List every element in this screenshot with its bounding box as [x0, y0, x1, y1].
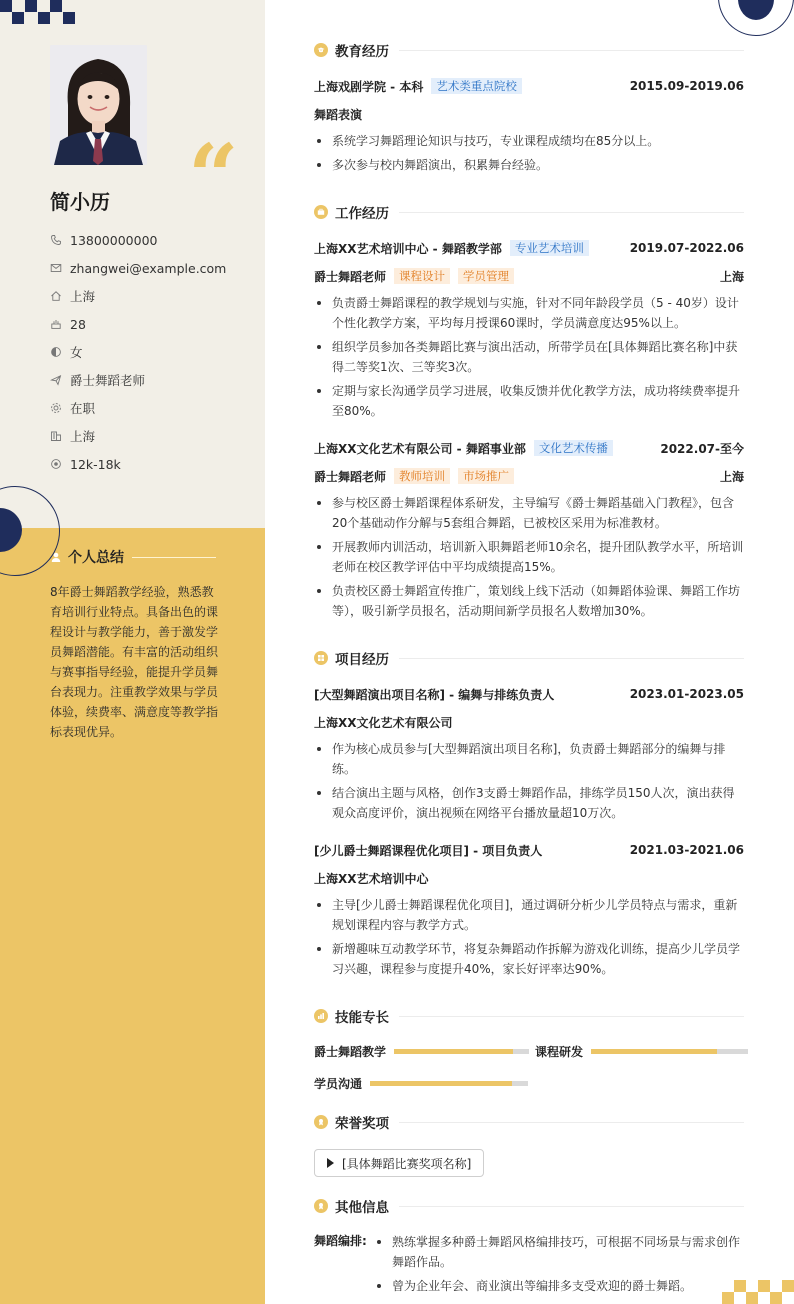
info-location [50, 282, 226, 310]
skill-bar [394, 1049, 529, 1054]
skill-name: 爵士舞蹈教学 [314, 1044, 387, 1059]
job-role: 爵士舞蹈老师 [314, 469, 387, 484]
section-work-heading [314, 202, 744, 222]
location-value: 上海 [70, 289, 96, 304]
project-date: 2021.03-2021.06 [629, 843, 744, 857]
work-title: 工作经历 [335, 206, 389, 222]
list-item: 负责爵士舞蹈课程的教学规划与实施，针对不同年龄段学员（5 - 40岁）设计个性化教学方案，平均每月授课60课时，学员满意度达95%以上。 [314, 293, 744, 333]
job-2-bullets [314, 493, 744, 625]
role-tag: 教师培训 [394, 468, 450, 484]
age-icon [50, 318, 62, 330]
award-icon [314, 1115, 328, 1129]
major-name: 舞蹈表演 [314, 107, 363, 122]
section-skills-heading [314, 1006, 744, 1026]
summary-text: 8年爵士舞蹈教学经验，熟悉教育培训行业特点。具备出色的课程设计与教学能力，善于激发学员舞蹈潜能。有丰富的活动组织与赛事指导经验，能提升学员舞台表现力。注重教学效果与学员体验，续费率、满意度等教学指标表现优异。 [50, 585, 219, 739]
mail-icon [50, 262, 62, 274]
awards-title: 荣誉奖项 [335, 1116, 389, 1132]
job-1-company-row [314, 239, 744, 257]
company-tag: 文化艺术传播 [534, 440, 613, 456]
contact-info-list [50, 226, 226, 478]
info-age [50, 310, 226, 338]
section-divider [399, 50, 744, 51]
skills-title: 技能专长 [335, 1010, 389, 1026]
skill-bar-fill [394, 1049, 513, 1054]
skill-icon [314, 1009, 328, 1023]
skill-name: 学员沟通 [314, 1076, 363, 1091]
skill-bar-fill [370, 1081, 512, 1086]
skill-name: 课程研发 [535, 1044, 584, 1059]
project-name: [少儿爵士舞蹈课程优化项目] - 项目负责人 [314, 843, 543, 858]
section-awards-heading [314, 1112, 744, 1132]
summary-title: 个人总结 [68, 550, 124, 566]
info-gender [50, 338, 226, 366]
info-email [50, 254, 226, 282]
status-value: 在职 [70, 401, 96, 416]
sidebar [0, 0, 265, 1304]
job-1-bullets [314, 293, 744, 425]
phone-icon [50, 234, 62, 246]
info-salary [50, 450, 226, 478]
list-item: 熟练掌握多种爵士舞蹈风格编排技巧，可根据不同场景与需求创作舞蹈作品。 [374, 1232, 744, 1272]
city-icon [50, 430, 62, 442]
role-tag: 课程设计 [394, 268, 450, 284]
city-value: 上海 [70, 429, 96, 444]
project-1-org-row [314, 713, 744, 731]
info-job [50, 366, 226, 394]
project-2-org-row [314, 869, 744, 887]
job-1-role-row [314, 267, 744, 285]
list-item: 主导[少儿爵士舞蹈课程优化项目]，通过调研分析少儿学员特点与需求，重新规划课程内容与教学方式。 [314, 895, 744, 935]
school-name: 上海戏剧学院 - 本科 [314, 79, 424, 94]
project-1-bullets [314, 739, 744, 827]
school-tag: 艺术类重点院校 [431, 78, 522, 94]
project-date: 2023.01-2023.05 [629, 687, 744, 701]
job-date: 2019.07-2022.06 [629, 241, 744, 255]
home-icon [50, 290, 62, 302]
job-2-company-row [314, 439, 744, 457]
section-divider [399, 1016, 744, 1017]
skill-item [535, 1043, 748, 1059]
job-company: 上海XX文化艺术有限公司 - 舞蹈事业部 [314, 441, 526, 456]
list-item: 新增趣味互动教学环节，将复杂舞蹈动作拆解为游戏化训练，提高少儿学员学习兴趣，课程参与度提升40%，家长好评率达90%。 [314, 939, 744, 979]
other-bullets [374, 1232, 744, 1300]
job-city: 上海 [719, 269, 744, 284]
award-name: [具体舞蹈比赛奖项名称] [342, 1156, 472, 1171]
section-divider [399, 1122, 744, 1123]
section-other-heading [314, 1196, 744, 1216]
age-value: 28 [70, 316, 86, 332]
job-company: 上海XX艺术培训中心 - 舞蹈教学部 [314, 241, 502, 256]
list-item: 结合演出主题与风格，创作3支爵士舞蹈作品，排练学员150人次，演出获得观众高度评价，演出视频在网络平台播放量超10万次。 [314, 783, 744, 823]
summary-heading [50, 547, 216, 567]
job-role: 爵士舞蹈老师 [314, 269, 387, 284]
info-icon [314, 1199, 328, 1213]
skill-bar-fill [591, 1049, 717, 1054]
job-value: 爵士舞蹈老师 [70, 373, 146, 388]
email-value: zhangwei@example.com [70, 260, 227, 276]
info-city [50, 422, 226, 450]
project-1-row [314, 685, 744, 703]
salary-icon [50, 458, 62, 470]
project-org: 上海XX文化艺术有限公司 [314, 715, 453, 730]
company-tag: 专业艺术培训 [510, 240, 589, 256]
play-icon [327, 1158, 334, 1168]
skill-item [314, 1075, 528, 1091]
projects-title: 项目经历 [335, 652, 389, 668]
project-name: [大型舞蹈演出项目名称] - 编舞与排练负责人 [314, 687, 555, 702]
job-2-role-row [314, 467, 744, 485]
list-item: 开展教师内训活动，培训新入职舞蹈老师10余名，提升团队教学水平，所培训老师在校区教学评估中平均成绩提高15%。 [314, 537, 744, 577]
summary-divider [132, 557, 216, 558]
phone-value: 13800000000 [70, 232, 158, 248]
education-title: 教育经历 [335, 44, 389, 60]
job-date: 2022.07-至今 [660, 441, 744, 456]
education-school-row [314, 77, 744, 95]
list-item: 参与校区爵士舞蹈课程体系研发，主导编写《爵士舞蹈基础入门教程》，包含20个基础动作分解与5套组合舞蹈，已被校区采用为标准教材。 [314, 493, 744, 533]
skill-item [314, 1043, 529, 1059]
salary-value: 12k-18k [70, 456, 121, 472]
project-2-bullets [314, 895, 744, 983]
list-item: 负责校区爵士舞蹈宣传推广，策划线上线下活动（如舞蹈体验课、舞蹈工作坊等），吸引新学员报名，活动期间新学员报名人数增加30%。 [314, 581, 744, 621]
briefcase-icon [314, 205, 328, 219]
skill-bar [591, 1049, 748, 1054]
list-item: 曾为企业年会、商业演出等编排多支受欢迎的爵士舞蹈。 [374, 1276, 744, 1296]
other-title: 其他信息 [335, 1200, 389, 1216]
skill-bar [370, 1081, 528, 1086]
gender-icon [50, 346, 62, 358]
status-icon [50, 402, 62, 414]
section-projects-heading [314, 648, 744, 668]
profile-name: 简小历 [50, 190, 110, 214]
list-item: 系统学习舞蹈理论知识与技巧，专业课程成绩均在85分以上。 [314, 131, 744, 151]
job-city: 上海 [719, 469, 744, 484]
section-divider [399, 1206, 744, 1207]
education-bullets [314, 131, 744, 179]
project-icon [314, 651, 328, 665]
list-item: 组织学员参加各类舞蹈比赛与演出活动，所带学员在[具体舞蹈比赛名称]中获得二等奖1次、三等奖3次。 [314, 337, 744, 377]
project-2-row [314, 841, 744, 859]
education-date: 2015.09-2019.06 [629, 79, 744, 93]
project-org: 上海XX艺术培训中心 [314, 871, 429, 886]
avatar-photo [50, 45, 147, 165]
education-major-row [314, 105, 744, 123]
job-icon [50, 374, 62, 386]
gender-value: 女 [70, 345, 83, 360]
checker-decoration-bottom [722, 1280, 794, 1304]
quote-mark-decoration: “ [188, 124, 233, 228]
role-tag: 市场推广 [458, 468, 514, 484]
role-tag: 学员管理 [458, 268, 514, 284]
section-divider [399, 212, 744, 213]
award-item[interactable] [314, 1149, 484, 1177]
graduation-icon [314, 43, 328, 57]
section-education-heading [314, 40, 744, 60]
other-label: 舞蹈编排: [314, 1234, 367, 1248]
list-item: 作为核心成员参与[大型舞蹈演出项目名称]，负责爵士舞蹈部分的编舞与排练。 [314, 739, 744, 779]
info-phone [50, 226, 226, 254]
section-divider [399, 658, 744, 659]
list-item: 定期与家长沟通学员学习进展，收集反馈并优化教学方法，成功将续费率提升至80%。 [314, 381, 744, 421]
checker-decoration [0, 0, 80, 26]
info-status [50, 394, 226, 422]
list-item: 多次参与校内舞蹈演出，积累舞台经验。 [314, 155, 744, 175]
